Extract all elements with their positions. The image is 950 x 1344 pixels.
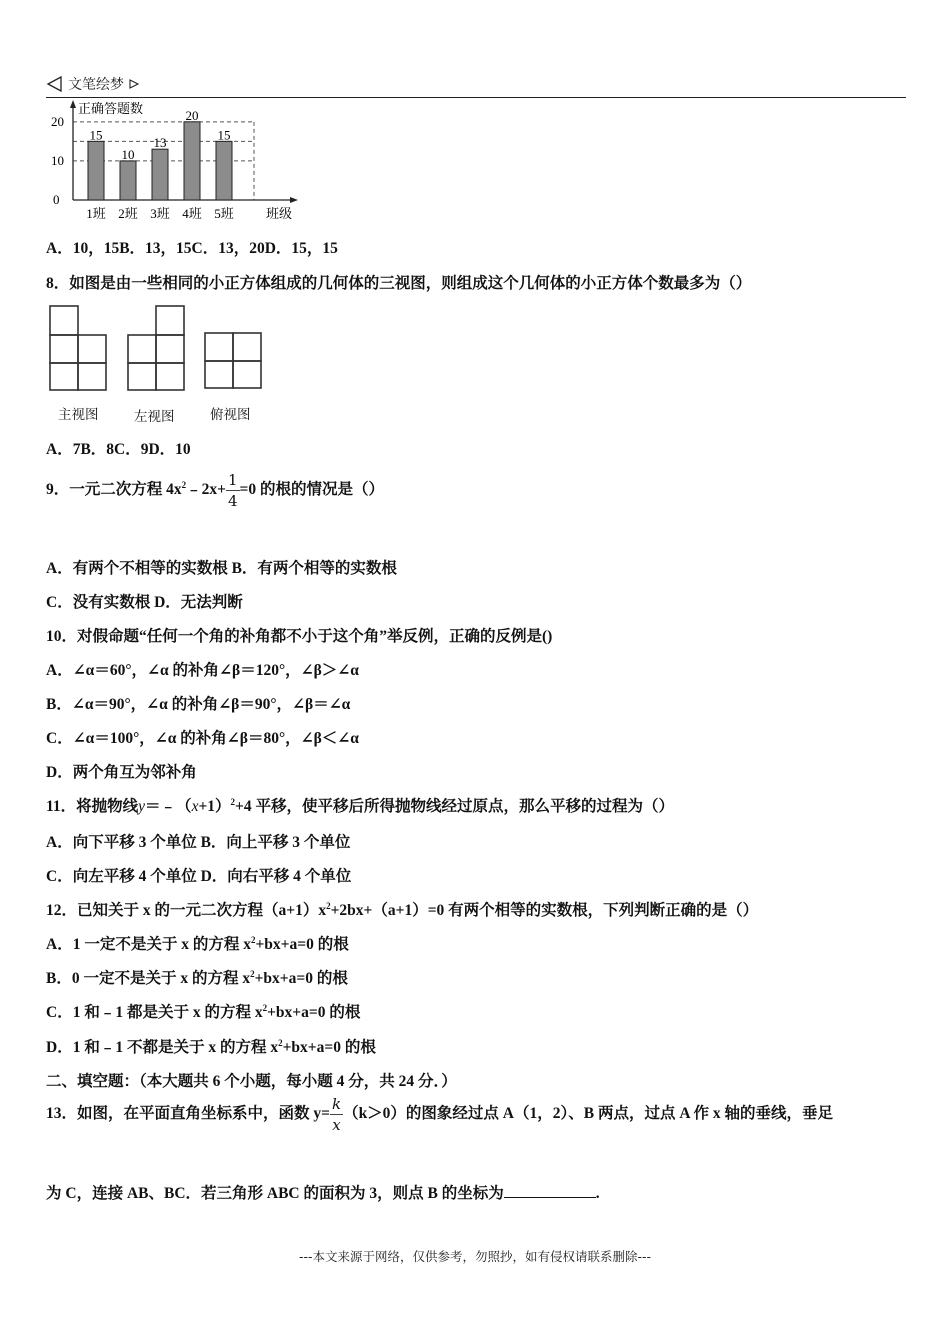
front-view-label: 主视图 (58, 407, 99, 423)
header-title: 文笔绘梦 (68, 77, 124, 93)
right-triangle-icon (128, 78, 140, 90)
q10-option-a: A．∠α＝60°，∠α 的补角∠β＝120°，∠β＞∠α (46, 662, 359, 679)
q12-b-pre: B．0 一定不是关于 x 的方程 x (46, 970, 251, 987)
bar-value-label: 13 (153, 135, 167, 151)
q13-line2-pre: 为 C，连接 AB、BC．若三角形 ABC 的面积为 3，则点 B 的坐标为 (46, 1185, 504, 1202)
q10-stem: 10．对假命题“任何一个角的补角都不小于这个角”举反例，正确的反例是() (46, 628, 553, 645)
y-axis-arrow (70, 100, 76, 108)
q9-stem-post: =0 的根的情况是（） (239, 481, 384, 499)
bar (88, 141, 104, 200)
q13-post: （k＞0）的图象经过点 A（1，2）、B 两点，过点 A 作 x 轴的垂线，垂足 (343, 1105, 834, 1123)
q12-c-tail: +bx+a=0 的根 (267, 1004, 361, 1021)
q13-line2-post: . (595, 1185, 600, 1202)
y-tick-label: 0 (53, 192, 60, 207)
q9-sup: 2 (181, 479, 187, 490)
category-label: 1班 (86, 206, 106, 221)
q12-a-pre: A．1 一定不是关于 x 的方程 x (46, 936, 251, 953)
q9-option-ab: A．有两个不相等的实数根 B．有两个相等的实数根 (46, 560, 397, 577)
q9-option-cd: C．没有实数根 D．无法判断 (46, 594, 243, 611)
front-view-top-cell (50, 306, 78, 335)
bar (216, 141, 232, 200)
q12-d-pre: D．1 和﹣1 不都是关于 x 的方程 x (46, 1039, 279, 1056)
q12-stem-pre: 12．已知关于 x 的一元二次方程（a+1）x (46, 902, 327, 919)
bar (152, 149, 168, 200)
bar-value-label: 15 (89, 127, 103, 143)
bar-value-label: 10 (121, 146, 135, 162)
q11-stem (46, 794, 674, 816)
q11-inner: +1） (198, 798, 231, 815)
q10-option-c: C．∠α＝100°，∠α 的补角∠β＝80°，∠β＜∠α (46, 730, 359, 747)
category-label: 5班 (214, 206, 234, 221)
q13-frac-num: k (331, 1095, 342, 1113)
q12-d-tail: +bx+a=0 的根 (282, 1039, 376, 1056)
left-view-label: 左视图 (134, 409, 175, 425)
q12-stem-post: +2bx+（a+1）=0 有两个相等的实数根，下列判断正确的是（） (330, 902, 759, 919)
bar (120, 161, 136, 200)
q9-stem (46, 470, 384, 511)
q12-option-a (46, 932, 349, 954)
q13-line-2 (46, 1181, 600, 1203)
q10-option-b: B．∠α＝90°，∠α 的补角∠β＝90°，∠β＝∠α (46, 696, 351, 713)
q11-option-cd: C．向左平移 4 个单位 D．向右平移 4 个单位 (46, 868, 352, 885)
q13-line-1 (46, 1094, 833, 1135)
q11-stem-pre: 11．将抛物线 (46, 798, 139, 815)
q8-stem: 8．如图是由一些相同的小正方体组成的几何体的三视图，则组成这个几何体的小正方体个数最多为（） (46, 275, 752, 292)
q11-x: x (191, 798, 199, 815)
q12-option-b (46, 966, 348, 988)
q9-frac-den: 4 (227, 492, 238, 510)
q12-stem (46, 898, 758, 920)
three-views-figure (46, 300, 266, 424)
q12-b-tail: +bx+a=0 的根 (254, 970, 348, 987)
q13-frac-den: x (332, 1116, 341, 1134)
header-rule (46, 97, 906, 98)
q12-b-sup: 2 (250, 968, 255, 979)
q12-c-sup: 2 (262, 1002, 268, 1013)
q8-options: A．7B．8C．9D．10 (46, 441, 191, 458)
q13-fraction (330, 1094, 343, 1135)
q9-frac-num: 1 (227, 471, 238, 489)
q12-sup: 2 (326, 900, 331, 911)
x-axis-label: 班级 (266, 206, 293, 221)
category-label: 3班 (150, 206, 170, 221)
q9-stem-pre: 9．一元二次方程 4x (46, 481, 182, 499)
section-2-heading: 二、填空题：（本大题共 6 个小题，每小题 4 分，共 24 分．） (46, 1073, 457, 1090)
q11-sup: 2 (230, 796, 236, 807)
category-label: 2班 (118, 206, 138, 221)
page-header (46, 74, 140, 94)
q10-option-d: D．两个角互为邻补角 (46, 764, 197, 781)
x-axis-arrow (290, 197, 298, 203)
y-axis-label: 正确答题数 (78, 101, 144, 116)
q11-y: y (138, 798, 146, 815)
q11-stem-post: +4 平移，使平移后所得抛物线经过原点，那么平移的过程为（） (235, 798, 675, 815)
q9-fraction (226, 470, 240, 511)
y-tick-label: 20 (51, 113, 64, 129)
q11-eq: ＝﹣（ (145, 798, 192, 815)
answer-blank[interactable] (504, 1183, 596, 1198)
footer-note: ---本文来源于网络，仅供参考，勿照抄，如有侵权请联系删除--- (298, 1249, 652, 1264)
category-label: 4班 (182, 206, 202, 221)
q12-option-c (46, 1000, 360, 1022)
q12-a-tail: +bx+a=0 的根 (255, 936, 349, 953)
q12-a-sup: 2 (250, 934, 256, 945)
q12-c-pre: C．1 和﹣1 都是关于 x 的方程 x (46, 1004, 263, 1021)
bar (184, 122, 200, 200)
top-view-label: 俯视图 (210, 407, 251, 423)
bar-value-label: 20 (185, 107, 199, 123)
bar-value-label: 15 (217, 127, 231, 143)
q12-option-d (46, 1035, 376, 1057)
bar-chart (40, 100, 310, 226)
y-tick-label: 10 (51, 152, 64, 168)
left-triangle-icon (46, 75, 64, 93)
q13-pre: 13．如图，在平面直角坐标系中，函数 y= (46, 1105, 330, 1123)
q9-stem-mid: ﹣2x+ (186, 481, 226, 499)
q7-options: A．10，15B．13，15C．13，20D．15，15 (46, 240, 338, 257)
q12-d-sup: 2 (278, 1037, 283, 1048)
q11-option-ab: A．向下平移 3 个单位 B．向上平移 3 个单位 (46, 834, 351, 851)
